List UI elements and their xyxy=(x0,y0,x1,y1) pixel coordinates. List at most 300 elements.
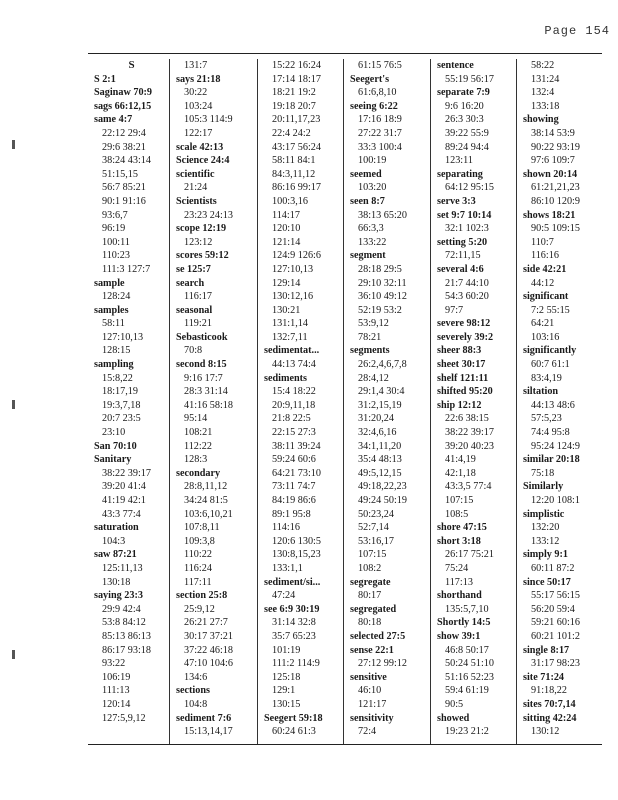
index-term: San 70:10 xyxy=(94,440,137,452)
index-page-refs: 18:21 19:2 xyxy=(272,87,316,99)
index-page-refs: 109:3,8 xyxy=(184,535,215,547)
index-page-refs: 61:21,21,23 xyxy=(531,182,580,194)
index-term: showing xyxy=(523,114,559,126)
index-term: segment xyxy=(350,250,386,262)
index-term: Sebasticook xyxy=(176,331,228,343)
index-page-refs: 108:2 xyxy=(358,562,382,574)
index-page-refs: 117:13 xyxy=(445,576,473,588)
index-page-refs: 134:6 xyxy=(184,671,208,683)
index-page-refs: 106:19 xyxy=(102,671,131,683)
index-page-refs: 54:3 60:20 xyxy=(445,291,489,303)
index-page-refs: 19:18 20:7 xyxy=(272,100,316,112)
index-page-refs: 74:4 95:8 xyxy=(531,427,570,439)
index-page-refs: 110:22 xyxy=(184,549,212,561)
index-term: secondary xyxy=(176,467,221,479)
index-page-refs: 57:5,23 xyxy=(531,413,562,425)
index-page-refs: 127:5,9,12 xyxy=(102,712,146,724)
index-page-refs: 36:10 49:12 xyxy=(358,291,407,303)
index-term: severe 98:12 xyxy=(437,318,491,330)
index-page-refs: 43:17 56:24 xyxy=(272,141,321,153)
index-page-refs: 27:22 31:7 xyxy=(358,127,402,139)
index-page-refs: 75:24 xyxy=(445,562,469,574)
index-page-refs: 30:17 37:21 xyxy=(184,630,233,642)
index-term: segments xyxy=(350,345,390,357)
index-page-refs: 90:22 93:19 xyxy=(531,141,580,153)
index-term: search xyxy=(176,277,205,289)
index-page-refs: 51:16 52:23 xyxy=(445,671,494,683)
index-page-refs: 108:5 xyxy=(445,508,469,520)
index-term: seen 8:7 xyxy=(350,195,385,207)
index-page-refs: 22:12 29:4 xyxy=(102,127,146,139)
index-term: Sanitary xyxy=(94,454,132,466)
index-term: ship 12:12 xyxy=(437,399,482,411)
index-term: sense 22:1 xyxy=(350,644,394,656)
index-page-refs: 17:14 18:17 xyxy=(272,73,321,85)
index-page-refs: 49:5,12,15 xyxy=(358,467,402,479)
margin-mark xyxy=(12,140,15,149)
index-term: same 4:7 xyxy=(94,114,133,126)
index-page-refs: 38:14 53:9 xyxy=(531,127,575,139)
index-page-refs: 43:3 77:4 xyxy=(102,508,141,520)
index-page-refs: 9:6 16:20 xyxy=(445,100,484,112)
index-page-refs: 59:21 60:16 xyxy=(531,617,580,629)
index-page-refs: 112:22 xyxy=(184,440,212,452)
index-term: Science 24:4 xyxy=(176,155,230,167)
index-page-refs: 30:22 xyxy=(184,87,208,99)
index-page-refs: 49:24 50:19 xyxy=(358,495,407,506)
index-page-refs: 34:1,11,20 xyxy=(358,440,402,452)
index-term: sags 66:12,15 xyxy=(94,100,152,112)
index-page-refs: 20:7 23:5 xyxy=(102,413,141,425)
index-term: setting 5:20 xyxy=(437,236,488,248)
index-page-refs: 93:22 xyxy=(102,658,126,670)
index-term: sedimentat... xyxy=(264,345,320,357)
index-page-refs: 38:22 39:17 xyxy=(445,427,494,439)
index-page-refs: 60:24 61:3 xyxy=(272,726,316,738)
index-page-refs: 46:8 50:17 xyxy=(445,644,489,656)
index-page-refs: 38:22 39:17 xyxy=(102,467,151,479)
index-term: sample xyxy=(94,277,125,289)
index-term: Saginaw 70:9 xyxy=(94,87,153,99)
index-page-refs: 44:12 xyxy=(531,277,555,289)
index-term: sections xyxy=(176,685,210,697)
index-page-refs: 9:16 17:7 xyxy=(184,372,223,384)
index-term: Scientists xyxy=(176,195,217,207)
index-term: sediment 7:6 xyxy=(176,712,232,724)
index-page-refs: 38:11 39:24 xyxy=(272,440,321,452)
index-page-refs: 110:23 xyxy=(102,250,130,262)
index-page-refs: 111:3 127:7 xyxy=(102,263,151,275)
index-page-refs: 100:3,16 xyxy=(272,195,308,207)
index-term: shore 47:15 xyxy=(437,522,487,534)
index-term: significantly xyxy=(523,345,577,357)
index-page-refs: 52:7,14 xyxy=(358,522,389,534)
index-term: scores 59:12 xyxy=(176,250,229,262)
index-term: significant xyxy=(523,291,569,303)
index-page-refs: 60:7 61:1 xyxy=(531,359,570,371)
index-page-refs: 49:18,22,23 xyxy=(358,481,407,493)
index-page-refs: 53:9,12 xyxy=(358,318,389,330)
index-page-refs: 89:1 95:8 xyxy=(272,508,311,520)
index-page-refs: 39:22 55:9 xyxy=(445,127,489,139)
index-page-refs: 127:10,13 xyxy=(102,331,144,343)
index-page-refs: 133:12 xyxy=(531,535,560,547)
index-page-refs: 72:4 xyxy=(358,726,377,738)
index-column-5 xyxy=(430,59,516,744)
index-page-refs: 19:3,7,18 xyxy=(102,399,141,411)
index-page-refs: 44:13 48:6 xyxy=(531,399,575,411)
index-page-refs: 90:5 109:15 xyxy=(531,223,580,235)
index-page-refs: 34:24 81:5 xyxy=(184,495,228,506)
index-page-refs: 38:24 43:14 xyxy=(102,155,151,167)
index-term: segregate xyxy=(350,576,391,588)
margin-mark xyxy=(12,400,15,409)
index-term: sheet 30:17 xyxy=(437,359,486,371)
index-term: section 25:8 xyxy=(176,590,228,602)
index-page-refs: 29:1,4 30:4 xyxy=(358,386,405,398)
index-page-refs: 59:24 60:6 xyxy=(272,454,316,466)
index-page-refs: 130:21 xyxy=(272,304,301,316)
index-page-refs: 21:24 xyxy=(184,182,208,194)
index-page-refs: 108:21 xyxy=(184,427,213,439)
index-page-refs: 95:14 xyxy=(184,413,208,425)
index-page-refs: 127:10,13 xyxy=(272,263,314,275)
index-term: scientific xyxy=(176,168,215,180)
index-page-refs: 70:8 xyxy=(184,345,203,357)
index-page-refs: 111:13 xyxy=(102,685,130,697)
index-page-refs: 119:21 xyxy=(184,318,212,330)
index-page-refs: 105:3 114:9 xyxy=(184,114,233,126)
index-term: sitting 42:24 xyxy=(523,712,577,724)
index-term: shows 18:21 xyxy=(523,209,576,221)
index-page-refs: 41:16 58:18 xyxy=(184,399,233,411)
index-term: sediments xyxy=(264,372,308,384)
index-term: see 6:9 30:19 xyxy=(264,603,320,615)
index-page-refs: 42:1,18 xyxy=(445,467,476,479)
index-term: siltation xyxy=(523,386,559,398)
index-page-refs: 83:4,19 xyxy=(531,372,562,384)
index-page-refs: 130:12 xyxy=(531,726,560,738)
index-page-refs: 133:1,1 xyxy=(272,562,303,574)
index-page-refs: 90:1 91:16 xyxy=(102,195,146,207)
index-term: shifted 95:20 xyxy=(437,386,493,398)
index-term: scale 42:13 xyxy=(176,141,224,153)
index-page-refs: 29:9 42:4 xyxy=(102,603,141,615)
index-page-refs: 31:17 98:23 xyxy=(531,658,580,670)
index-page-refs: 101:19 xyxy=(272,644,301,656)
index-term: site 71:24 xyxy=(523,671,565,683)
index-page-refs: 32:1 102:3 xyxy=(445,223,489,235)
index-term: simply 9:1 xyxy=(523,549,568,561)
index-page-refs: 18:17,19 xyxy=(102,386,138,398)
index-page-refs: 120:10 xyxy=(272,223,301,235)
index-page-refs: 100:19 xyxy=(358,155,387,167)
index-page-refs: 53:16,17 xyxy=(358,535,394,547)
index-page-refs: 56:7 85:21 xyxy=(102,182,146,194)
index-column-6 xyxy=(516,59,602,744)
index-page-refs: 7:2 55:15 xyxy=(531,304,570,316)
index-page-refs: 41:4,19 xyxy=(445,454,476,466)
index-term: side 42:21 xyxy=(523,263,567,275)
margin-mark xyxy=(12,650,15,659)
index-page-refs: 61:6,8,10 xyxy=(358,87,397,99)
index-page-refs: 122:17 xyxy=(184,127,213,139)
index-term: single 8:17 xyxy=(523,644,570,656)
index-page-refs: 80:18 xyxy=(358,617,382,629)
index-page-refs: 97:7 xyxy=(445,304,464,316)
index-page-refs: 103:16 xyxy=(531,331,560,343)
index-page-refs: 15:13,14,17 xyxy=(184,726,233,738)
index-page-refs: 64:21 xyxy=(531,318,555,330)
index-page-refs: 50:23,24 xyxy=(358,508,394,520)
index-page-refs: 128:3 xyxy=(184,454,208,466)
index-page-refs: 110:7 xyxy=(531,236,554,248)
index-page-refs: 47:24 xyxy=(272,590,296,602)
index-page-refs: 111:2 114:9 xyxy=(272,658,320,670)
index-page-refs: 23:10 xyxy=(102,427,126,439)
index-term: segregated xyxy=(350,603,397,615)
index-page-refs: 55:17 56:15 xyxy=(531,590,580,602)
index-page-refs: 33:3 100:4 xyxy=(358,141,402,153)
index-page-refs: 129:14 xyxy=(272,277,301,289)
index-page-refs: 37:22 46:18 xyxy=(184,644,233,656)
index-term: shown 20:14 xyxy=(523,168,578,180)
index-page-refs: 22:6 38:15 xyxy=(445,413,489,425)
index-page-refs: 26:3 30:3 xyxy=(445,114,484,126)
index-term: samples xyxy=(94,304,129,316)
index-term: saturation xyxy=(94,522,139,534)
index-page-refs: 86:10 120:9 xyxy=(531,195,580,207)
index-page-refs: 64:21 73:10 xyxy=(272,467,321,479)
index-page-refs: 123:12 xyxy=(184,236,213,248)
index-term: set 9:7 10:14 xyxy=(437,209,492,221)
index-term: Seegert's xyxy=(350,73,390,85)
index-page-refs: 84:3,11,12 xyxy=(272,168,316,180)
index-column-3 xyxy=(257,59,343,744)
index-page-refs: 12:20 108:1 xyxy=(531,495,580,506)
index-page-refs: 89:24 94:4 xyxy=(445,141,489,153)
index-term: seemed xyxy=(350,168,382,180)
index-page-refs: 56:20 59:4 xyxy=(531,603,575,615)
index-page-refs: 29:10 32:11 xyxy=(358,277,407,289)
index-page-refs: 86:17 93:18 xyxy=(102,644,151,656)
index-term: Seegert 59:18 xyxy=(264,712,323,724)
index-page-refs: 55:19 56:17 xyxy=(445,73,494,85)
index-page-refs: 23:23 24:13 xyxy=(184,209,233,221)
word-index-table xyxy=(88,53,602,745)
index-page-refs: 130:18 xyxy=(102,576,131,588)
index-page-refs: 135:5,7,10 xyxy=(445,603,489,615)
index-page-refs: 35:7 65:23 xyxy=(272,630,316,642)
index-page-refs: 93:6,7 xyxy=(102,209,128,221)
index-page-refs: 104:8 xyxy=(184,698,208,710)
index-page-refs: 41:19 42:1 xyxy=(102,495,146,506)
index-page-refs: 60:21 101:2 xyxy=(531,630,580,642)
index-page-refs: 35:4 48:13 xyxy=(358,454,402,466)
index-page-refs: 28:4,12 xyxy=(358,372,389,384)
index-page-refs: 90:5 xyxy=(445,698,464,710)
index-page-refs: 124:9 126:6 xyxy=(272,250,321,262)
index-page-refs: 131:1,14 xyxy=(272,318,308,330)
index-page-refs: 52:19 53:2 xyxy=(358,304,402,316)
index-page-refs: 131:24 xyxy=(531,73,560,85)
index-page-refs: 28:3 31:14 xyxy=(184,386,228,398)
index-term: Similarly xyxy=(523,481,564,493)
index-page-refs: 31:14 32:8 xyxy=(272,617,316,629)
index-page-refs: 86:16 99:17 xyxy=(272,182,321,194)
index-page-refs: 84:19 86:6 xyxy=(272,495,316,506)
index-term: similar 20:18 xyxy=(523,454,580,466)
index-term: separate 7:9 xyxy=(437,87,490,99)
index-page-refs: 128:15 xyxy=(102,345,131,357)
index-term: Shortly 14:5 xyxy=(437,617,491,629)
index-page-refs: 95:24 124:9 xyxy=(531,440,580,452)
index-term: selected 27:5 xyxy=(350,630,406,642)
index-term: severely 39:2 xyxy=(437,331,494,343)
index-page-refs: 32:4,6,16 xyxy=(358,427,397,439)
index-page-refs: 121:17 xyxy=(358,698,387,710)
index-page-refs: 91:18,22 xyxy=(531,685,567,697)
index-page-refs: 132:7,11 xyxy=(272,331,308,343)
index-term: shelf 121:11 xyxy=(437,372,489,384)
index-page-refs: 61:15 76:5 xyxy=(358,60,402,71)
index-page-refs: 130:15 xyxy=(272,698,301,710)
index-term: scope 12:19 xyxy=(176,223,227,235)
index-page-refs: 121:14 xyxy=(272,236,301,248)
index-page-refs: 29:6 38:21 xyxy=(102,141,146,153)
index-page-refs: 72:11,15 xyxy=(445,250,481,262)
index-page-refs: 28:8,11,12 xyxy=(184,481,228,493)
index-term: serve 3:3 xyxy=(437,195,476,207)
index-page-refs: 107:15 xyxy=(358,549,387,561)
index-page-refs: 19:23 21:2 xyxy=(445,726,489,738)
index-page-refs: 26:2,4,6,7,8 xyxy=(358,359,407,371)
index-page-refs: 31:20,24 xyxy=(358,413,394,425)
index-page-refs: 133:22 xyxy=(358,236,387,248)
index-page-refs: 120:6 130:5 xyxy=(272,535,321,547)
index-term: sensitivity xyxy=(350,712,394,724)
index-page-refs: 130:12,16 xyxy=(272,291,314,303)
index-page-refs: 21:7 44:10 xyxy=(445,277,489,289)
index-page-refs: 20:9,11,18 xyxy=(272,399,316,411)
index-page-refs: 117:11 xyxy=(184,576,212,588)
index-term: second 8:15 xyxy=(176,359,227,371)
index-page-refs: 60:11 87:2 xyxy=(531,562,575,574)
index-page-refs: 78:21 xyxy=(358,331,382,343)
index-page-refs: 21:8 22:5 xyxy=(272,413,311,425)
index-page-refs: 39:20 40:23 xyxy=(445,440,494,452)
index-page-refs: 58:11 xyxy=(102,318,125,330)
index-page-refs: 97:6 109:7 xyxy=(531,155,575,167)
index-page-refs: 26:21 27:7 xyxy=(184,617,228,629)
index-page-refs: 27:12 99:12 xyxy=(358,658,407,670)
index-term: says 21:18 xyxy=(176,73,221,85)
index-page-refs: 46:10 xyxy=(358,685,382,697)
section-letter: S xyxy=(128,59,135,71)
index-page-refs: 114:16 xyxy=(272,522,300,534)
index-page-refs: 58:11 84:1 xyxy=(272,155,316,167)
index-page-refs: 66:3,3 xyxy=(358,223,384,235)
index-term: show 39:1 xyxy=(437,630,481,642)
index-page-refs: 17:16 18:9 xyxy=(358,114,402,126)
index-page-refs: 107:8,11 xyxy=(184,522,220,534)
page-number: Page 154 xyxy=(544,24,610,38)
index-page-refs: 130:8,15,23 xyxy=(272,549,321,561)
index-term: sites 70:7,14 xyxy=(523,698,576,710)
index-column-2 xyxy=(169,59,257,744)
index-page-refs: 131:7 xyxy=(184,60,208,71)
index-page-refs: 123:11 xyxy=(445,155,473,167)
index-term: short 3:18 xyxy=(437,535,481,547)
index-page-refs: 114:17 xyxy=(272,209,300,221)
index-term: seasonal xyxy=(176,304,213,316)
index-page-refs: 58:22 xyxy=(531,60,555,71)
index-term: sentence xyxy=(437,60,474,71)
index-term: several 4:6 xyxy=(437,263,484,275)
index-term: separating xyxy=(437,168,483,180)
index-page-refs: 75:18 xyxy=(531,467,555,479)
index-page-refs: 132:20 xyxy=(531,522,560,534)
index-page-refs: 96:19 xyxy=(102,223,126,235)
index-page-refs: 116:24 xyxy=(184,562,212,574)
index-term: sampling xyxy=(94,359,134,371)
index-page-refs: 39:20 41:4 xyxy=(102,481,146,493)
index-page-refs: 15:4 18:22 xyxy=(272,386,316,398)
index-page-refs: 38:13 65:20 xyxy=(358,209,407,221)
index-page-refs: 85:13 86:13 xyxy=(102,630,151,642)
index-page-refs: 15:8,22 xyxy=(102,372,133,384)
index-page-refs: 53:8 84:12 xyxy=(102,617,146,629)
index-page-refs: 26:17 75:21 xyxy=(445,549,494,561)
index-page-refs: 116:16 xyxy=(531,250,559,262)
index-term: S 2:1 xyxy=(94,73,116,85)
index-page-refs: 31:2,15,19 xyxy=(358,399,402,411)
index-term: sediment/si... xyxy=(264,576,321,588)
index-page-refs: 44:13 74:4 xyxy=(272,359,316,371)
index-page-refs: 103:24 xyxy=(184,100,213,112)
index-term: showed xyxy=(437,712,470,724)
index-term: since 50:17 xyxy=(523,576,571,588)
index-page-refs: 120:14 xyxy=(102,698,131,710)
index-page-refs: 43:3,5 77:4 xyxy=(445,481,492,493)
index-term: shorthand xyxy=(437,590,482,602)
index-page-refs: 59:4 61:19 xyxy=(445,685,489,697)
index-page-refs: 125:18 xyxy=(272,671,301,683)
index-page-refs: 15:22 16:24 xyxy=(272,60,321,71)
index-page-refs: 129:1 xyxy=(272,685,296,697)
index-page-refs: 100:11 xyxy=(102,236,130,248)
index-page-refs: 28:18 29:5 xyxy=(358,263,402,275)
index-page-refs: 64:12 95:15 xyxy=(445,182,494,194)
index-term: saying 23:3 xyxy=(94,590,143,602)
index-page-refs: 107:15 xyxy=(445,495,474,506)
index-term: saw 87:21 xyxy=(94,549,137,561)
index-page-refs: 20:11,17,23 xyxy=(272,114,321,126)
index-term: sheer 88:3 xyxy=(437,345,482,357)
index-page-refs: 125:11,13 xyxy=(102,562,143,574)
index-term: simplistic xyxy=(523,508,565,520)
index-page-refs: 116:17 xyxy=(184,291,212,303)
index-term: sensitive xyxy=(350,671,387,683)
index-page-refs: 47:10 104:6 xyxy=(184,658,233,670)
index-column-4 xyxy=(343,59,430,744)
index-page-refs: 104:3 xyxy=(102,535,126,547)
index-column-1 xyxy=(88,59,169,744)
index-page-refs: 128:24 xyxy=(102,291,131,303)
index-page-refs: 80:17 xyxy=(358,590,382,602)
index-page-refs: 22:15 27:3 xyxy=(272,427,316,439)
index-page-refs: 103:20 xyxy=(358,182,387,194)
